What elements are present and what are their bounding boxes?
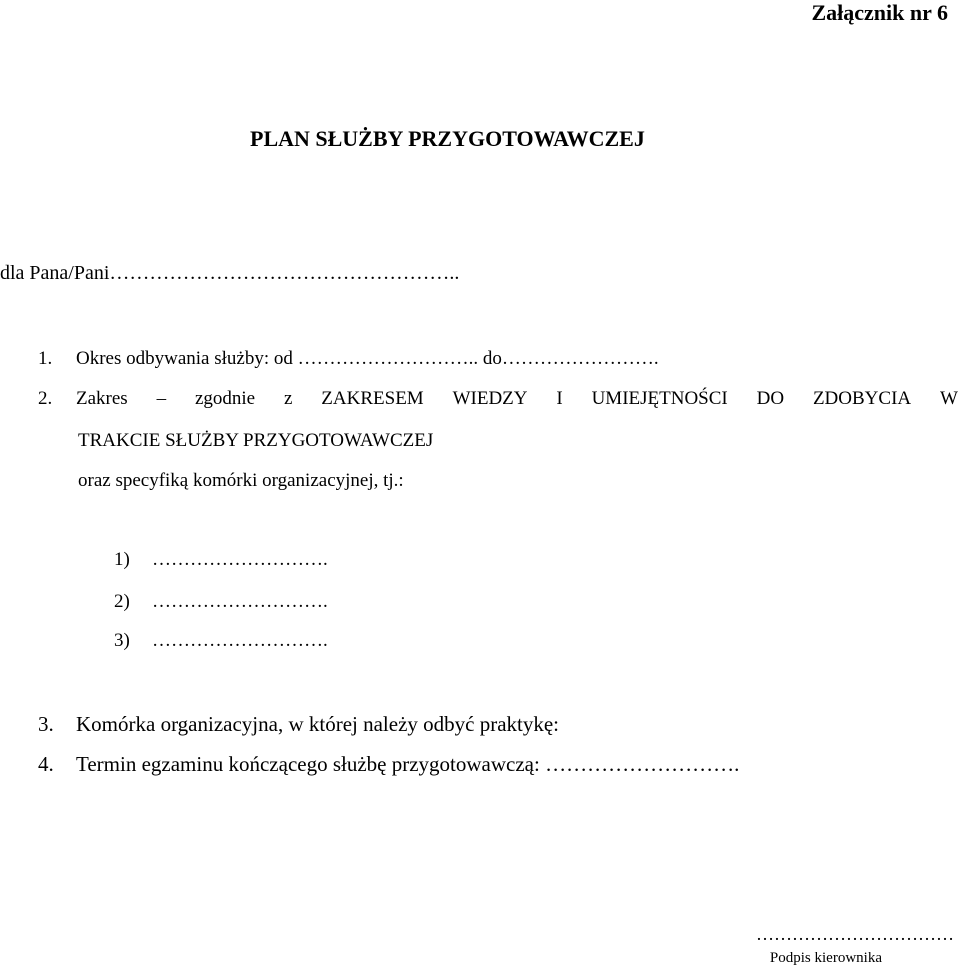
- annex-label: Załącznik nr 6: [811, 0, 948, 25]
- sub-item-text: ……………………….: [152, 591, 328, 612]
- item-2-continuation-2: oraz specyfiką komórki organizacyjnej, tj.:: [78, 470, 404, 491]
- word: DO: [756, 388, 785, 409]
- sub-item-number: 3): [114, 630, 130, 651]
- item-text: Komórka organizacyjna, w której należy odbyć praktykę:: [76, 712, 560, 736]
- word: WIEDZY: [452, 388, 528, 409]
- item-3: [38, 712, 559, 737]
- item-2-first-line: [76, 388, 960, 410]
- item-number: 3.: [38, 712, 54, 736]
- word: z: [283, 388, 293, 409]
- word: I: [556, 388, 563, 409]
- item-number: 4.: [38, 752, 54, 776]
- item-number: 2.: [38, 388, 53, 409]
- sub-item-number: 2): [114, 591, 130, 612]
- sub-item-text: ……………………….: [152, 630, 328, 651]
- sub-item-2: [114, 591, 328, 613]
- word: UMIEJĘTNOŚCI: [591, 388, 728, 409]
- recipient-line: dla Pana/Pani……………………………………………..: [0, 262, 460, 284]
- signature-label: Podpis kierownika: [769, 950, 882, 966]
- item-4: [38, 752, 739, 777]
- sub-item-text: ……………………….: [152, 549, 328, 570]
- word: ZAKRESEM: [321, 388, 424, 409]
- word: ZDOBYCIA: [812, 388, 912, 409]
- item-2-continuation-1: TRAKCIE SŁUŻBY PRZYGOTOWAWCZEJ: [78, 430, 434, 451]
- word: Zakres: [76, 388, 128, 409]
- sub-item-3: [114, 630, 328, 652]
- item-2: [38, 388, 960, 410]
- sub-item-1: [114, 549, 328, 571]
- sub-item-number: 1): [114, 549, 130, 570]
- word: –: [156, 388, 167, 409]
- item-1: [38, 348, 659, 370]
- item-number: 1.: [38, 348, 53, 369]
- word: zgodnie: [194, 388, 256, 409]
- item-text: Okres odbywania służby: od ……………………….. do…………………….: [76, 348, 659, 369]
- signature-line: ……………………………: [756, 924, 954, 944]
- document-title: PLAN SŁUŻBY PRZYGOTOWAWCZEJ: [250, 126, 645, 151]
- item-text: Termin egzaminu kończącego służbę przygotowawczą: ……………………….: [76, 752, 740, 776]
- word: W: [940, 388, 958, 409]
